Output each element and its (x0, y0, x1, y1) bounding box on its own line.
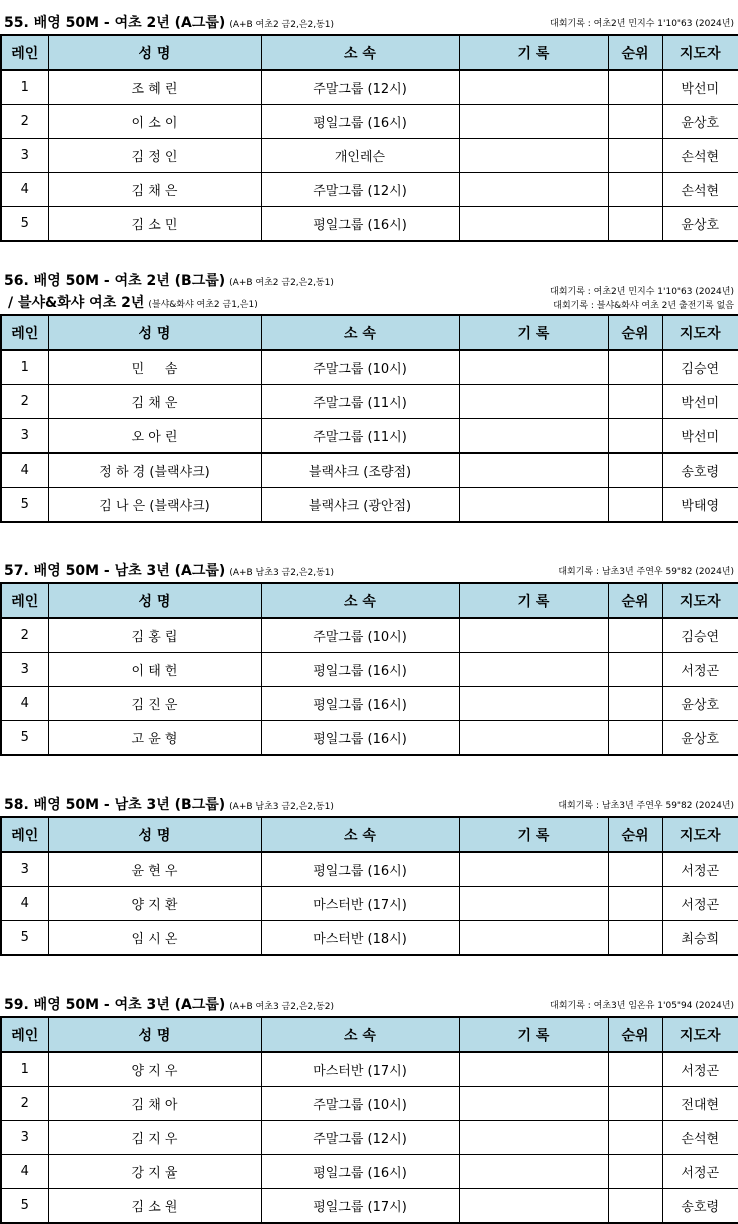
swimmer-name: 임 시 온 (48, 921, 261, 956)
table-row (1, 721, 738, 756)
lane-cell: 4 (1, 173, 48, 207)
meet-record: 대회기록 : 여초2년 민지수 1'10"63 (2024년) (550, 287, 734, 297)
swimmer-name: 김 나 은 (블랙샤크) (48, 488, 261, 523)
rank-cell (608, 488, 662, 523)
lane-cell: 2 (1, 385, 48, 419)
meet-record: 대회기록 : 남초3년 주연우 59"82 (2024년) (558, 567, 734, 577)
swimmer-name: 김 지 우 (48, 1121, 261, 1155)
table-row (1, 488, 738, 523)
event-medal-note: (A+B 여초3 금2,은2,동2) (229, 1002, 335, 1012)
record-cell (459, 139, 608, 173)
rank-cell (608, 921, 662, 956)
event-section-55 (0, 0, 738, 233)
swimmer-name: 이 소 이 (48, 105, 261, 139)
coach-cell: 손석현 (662, 139, 738, 173)
lane-cell: 4 (1, 687, 48, 721)
swimmer-name: 김 소 원 (48, 1189, 261, 1224)
affiliation-cell: 주말그룹 (11시) (261, 419, 459, 454)
affiliation-cell: 개인레슨 (261, 139, 459, 173)
event-medal-note: (A+B 남초3 금2,은2,동1) (229, 802, 334, 812)
coach-cell: 윤상호 (662, 721, 738, 756)
col-affiliation: 소 속 (261, 817, 459, 852)
col-lane: 레인 (1, 583, 48, 618)
col-affiliation: 소 속 (261, 583, 459, 618)
lane-cell: 2 (1, 1087, 48, 1121)
table-row (1, 70, 738, 105)
affiliation-cell: 블랙샤크 (광안점) (261, 488, 459, 523)
table-row (1, 1155, 738, 1189)
coach-cell: 서정곤 (662, 1155, 738, 1189)
table-row (1, 207, 738, 242)
rank-cell (608, 419, 662, 454)
record-cell (459, 1189, 608, 1224)
record-cell (459, 207, 608, 242)
record-cell (459, 887, 608, 921)
swimmer-name: 이 태 헌 (48, 653, 261, 687)
lane-cell: 5 (1, 1189, 48, 1224)
record-cell (459, 173, 608, 207)
meet-record: 대회기록 : 남초3년 주연우 59"82 (2024년) (558, 801, 734, 811)
col-coach: 지도자 (662, 1017, 738, 1052)
affiliation-cell: 블랙샤크 (조량점) (261, 453, 459, 488)
event-section-56 (0, 268, 738, 514)
table-row (1, 139, 738, 173)
lane-cell: 2 (1, 618, 48, 653)
coach-cell: 김승연 (662, 350, 738, 385)
coach-cell: 박선미 (662, 70, 738, 105)
table-row (1, 1087, 738, 1121)
rank-cell (608, 653, 662, 687)
rank-cell (608, 1052, 662, 1087)
event-section-57 (0, 548, 738, 747)
affiliation-cell: 평일그룹 (16시) (261, 1155, 459, 1189)
lane-cell: 3 (1, 419, 48, 454)
rank-cell (608, 207, 662, 242)
event-section-58 (0, 782, 738, 947)
affiliation-cell: 평일그룹 (16시) (261, 721, 459, 756)
col-name: 성 명 (48, 315, 261, 350)
coach-cell: 박선미 (662, 385, 738, 419)
affiliation-cell: 주말그룹 (12시) (261, 70, 459, 105)
table-row (1, 887, 738, 921)
col-rank: 순위 (608, 315, 662, 350)
rank-cell (608, 1189, 662, 1224)
affiliation-cell: 주말그룹 (12시) (261, 1121, 459, 1155)
col-name: 성 명 (48, 583, 261, 618)
rank-cell (608, 852, 662, 887)
lane-cell: 5 (1, 921, 48, 956)
record-cell (459, 618, 608, 653)
table-row (1, 1121, 738, 1155)
coach-cell: 전대현 (662, 1087, 738, 1121)
record-cell (459, 419, 608, 454)
col-record: 기 록 (459, 315, 608, 350)
event-title-secondary: / 블샤&화샤 여초 2년 (8, 295, 145, 311)
swimmer-name: 민 솜 (48, 350, 261, 385)
table-row (1, 1189, 738, 1224)
col-name: 성 명 (48, 35, 261, 70)
event-section-59 (0, 982, 738, 1215)
table-row (1, 350, 738, 385)
lane-cell: 3 (1, 139, 48, 173)
affiliation-cell: 평일그룹 (16시) (261, 852, 459, 887)
table-row (1, 921, 738, 956)
affiliation-cell: 마스터반 (17시) (261, 887, 459, 921)
affiliation-cell: 주말그룹 (10시) (261, 1087, 459, 1121)
record-cell (459, 653, 608, 687)
rank-cell (608, 887, 662, 921)
affiliation-cell: 주말그룹 (11시) (261, 385, 459, 419)
entries-table (0, 1016, 738, 1224)
swimmer-name: 양 지 환 (48, 887, 261, 921)
event-title: 56. 배영 50M - 여초 2년 (B그룹) (4, 273, 226, 289)
record-cell (459, 1052, 608, 1087)
record-cell (459, 1087, 608, 1121)
lane-cell: 1 (1, 1052, 48, 1087)
meet-record: 대회기록 : 여초2년 민지수 1'10"63 (2024년) (550, 19, 734, 29)
table-row (1, 419, 738, 454)
coach-cell: 박태영 (662, 488, 738, 523)
col-name: 성 명 (48, 1017, 261, 1052)
record-cell (459, 350, 608, 385)
swimmer-name: 윤 현 우 (48, 852, 261, 887)
col-coach: 지도자 (662, 315, 738, 350)
record-cell (459, 721, 608, 756)
swimmer-name: 조 혜 린 (48, 70, 261, 105)
col-rank: 순위 (608, 35, 662, 70)
col-lane: 레인 (1, 817, 48, 852)
rank-cell (608, 721, 662, 756)
lane-cell: 1 (1, 70, 48, 105)
table-row (1, 385, 738, 419)
event-medal-note: (A+B 여초2 금2,은2,동1) (229, 20, 335, 30)
lane-cell: 4 (1, 887, 48, 921)
event-medal-note-secondary: (블샤&화샤 여초2 금1,은1) (148, 300, 258, 310)
event-title: 58. 배영 50M - 남초 3년 (B그룹) (4, 797, 226, 813)
lane-cell: 5 (1, 488, 48, 523)
swimmer-name: 양 지 우 (48, 1052, 261, 1087)
rank-cell (608, 1087, 662, 1121)
table-row (1, 653, 738, 687)
affiliation-cell: 주말그룹 (10시) (261, 350, 459, 385)
affiliation-cell: 주말그룹 (12시) (261, 173, 459, 207)
table-row (1, 687, 738, 721)
col-lane: 레인 (1, 1017, 48, 1052)
swimmer-name: 고 윤 형 (48, 721, 261, 756)
rank-cell (608, 70, 662, 105)
col-affiliation: 소 속 (261, 315, 459, 350)
affiliation-cell: 평일그룹 (16시) (261, 105, 459, 139)
swimmer-name: 김 소 민 (48, 207, 261, 242)
affiliation-cell: 평일그룹 (17시) (261, 1189, 459, 1224)
record-cell (459, 921, 608, 956)
lane-cell: 1 (1, 350, 48, 385)
col-rank: 순위 (608, 583, 662, 618)
table-row (1, 453, 738, 488)
entries-table (0, 314, 738, 523)
rank-cell (608, 105, 662, 139)
swimmer-name: 김 홍 립 (48, 618, 261, 653)
swimmer-name: 김 채 아 (48, 1087, 261, 1121)
coach-cell: 손석현 (662, 173, 738, 207)
coach-cell: 서정곤 (662, 1052, 738, 1087)
affiliation-cell: 평일그룹 (16시) (261, 653, 459, 687)
table-row (1, 618, 738, 653)
rank-cell (608, 453, 662, 488)
rank-cell (608, 385, 662, 419)
affiliation-cell: 주말그룹 (10시) (261, 618, 459, 653)
entries-table (0, 34, 738, 242)
table-header-row (1, 315, 738, 350)
coach-cell: 손석현 (662, 1121, 738, 1155)
meet-record-secondary: 대회기록 : 블샤&화샤 여초 2년 출전기록 없음 (553, 301, 734, 311)
coach-cell: 윤상호 (662, 687, 738, 721)
coach-cell: 서정곤 (662, 887, 738, 921)
meet-record: 대회기록 : 여초3년 임온유 1'05"94 (2024년) (550, 1001, 734, 1011)
swimmer-name: 오 아 린 (48, 419, 261, 454)
table-row (1, 1052, 738, 1087)
table-header-row (1, 1017, 738, 1052)
coach-cell: 박선미 (662, 419, 738, 454)
lane-cell: 2 (1, 105, 48, 139)
swimmer-name: 김 정 인 (48, 139, 261, 173)
col-coach: 지도자 (662, 35, 738, 70)
record-cell (459, 70, 608, 105)
col-record: 기 록 (459, 583, 608, 618)
col-record: 기 록 (459, 35, 608, 70)
col-rank: 순위 (608, 817, 662, 852)
lane-cell: 5 (1, 207, 48, 242)
coach-cell: 송호령 (662, 1189, 738, 1224)
rank-cell (608, 1121, 662, 1155)
affiliation-cell: 평일그룹 (16시) (261, 207, 459, 242)
event-medal-note: (A+B 여초2 금2,은2,동1) (229, 278, 334, 288)
col-record: 기 록 (459, 1017, 608, 1052)
col-record: 기 록 (459, 817, 608, 852)
affiliation-cell: 마스터반 (18시) (261, 921, 459, 956)
col-affiliation: 소 속 (261, 1017, 459, 1052)
coach-cell: 서정곤 (662, 852, 738, 887)
lane-cell: 3 (1, 852, 48, 887)
coach-cell: 김승연 (662, 618, 738, 653)
record-cell (459, 105, 608, 139)
coach-cell: 윤상호 (662, 105, 738, 139)
lane-cell: 3 (1, 1121, 48, 1155)
record-cell (459, 1121, 608, 1155)
table-header-row (1, 35, 738, 70)
lane-cell: 3 (1, 653, 48, 687)
event-title: 55. 배영 50M - 여초 2년 (A그룹) (4, 15, 226, 31)
col-name: 성 명 (48, 817, 261, 852)
rank-cell (608, 1155, 662, 1189)
record-cell (459, 852, 608, 887)
table-row (1, 173, 738, 207)
col-affiliation: 소 속 (261, 35, 459, 70)
swimmer-name: 김 진 운 (48, 687, 261, 721)
table-header-row (1, 817, 738, 852)
affiliation-cell: 평일그룹 (16시) (261, 687, 459, 721)
record-cell (459, 1155, 608, 1189)
rank-cell (608, 687, 662, 721)
col-coach: 지도자 (662, 583, 738, 618)
coach-cell: 최승희 (662, 921, 738, 956)
event-title: 59. 배영 50M - 여초 3년 (A그룹) (4, 997, 226, 1013)
coach-cell: 송호령 (662, 453, 738, 488)
col-coach: 지도자 (662, 817, 738, 852)
col-lane: 레인 (1, 315, 48, 350)
record-cell (459, 488, 608, 523)
lane-cell: 4 (1, 1155, 48, 1189)
table-row (1, 105, 738, 139)
rank-cell (608, 350, 662, 385)
record-cell (459, 385, 608, 419)
coach-cell: 서정곤 (662, 653, 738, 687)
lane-cell: 4 (1, 453, 48, 488)
affiliation-cell: 마스터반 (17시) (261, 1052, 459, 1087)
event-title: 57. 배영 50M - 남초 3년 (A그룹) (4, 563, 226, 579)
entries-table (0, 582, 738, 756)
entries-table (0, 816, 738, 956)
col-rank: 순위 (608, 1017, 662, 1052)
record-cell (459, 687, 608, 721)
rank-cell (608, 139, 662, 173)
event-medal-note: (A+B 남초3 금2,은2,동1) (229, 568, 335, 578)
coach-cell: 윤상호 (662, 207, 738, 242)
record-cell (459, 453, 608, 488)
col-lane: 레인 (1, 35, 48, 70)
swimmer-name: 강 지 율 (48, 1155, 261, 1189)
lane-cell: 5 (1, 721, 48, 756)
table-row (1, 852, 738, 887)
swimmer-name: 정 하 경 (블랙샤크) (48, 453, 261, 488)
swimmer-name: 김 채 운 (48, 385, 261, 419)
table-header-row (1, 583, 738, 618)
rank-cell (608, 173, 662, 207)
swimmer-name: 김 채 은 (48, 173, 261, 207)
rank-cell (608, 618, 662, 653)
